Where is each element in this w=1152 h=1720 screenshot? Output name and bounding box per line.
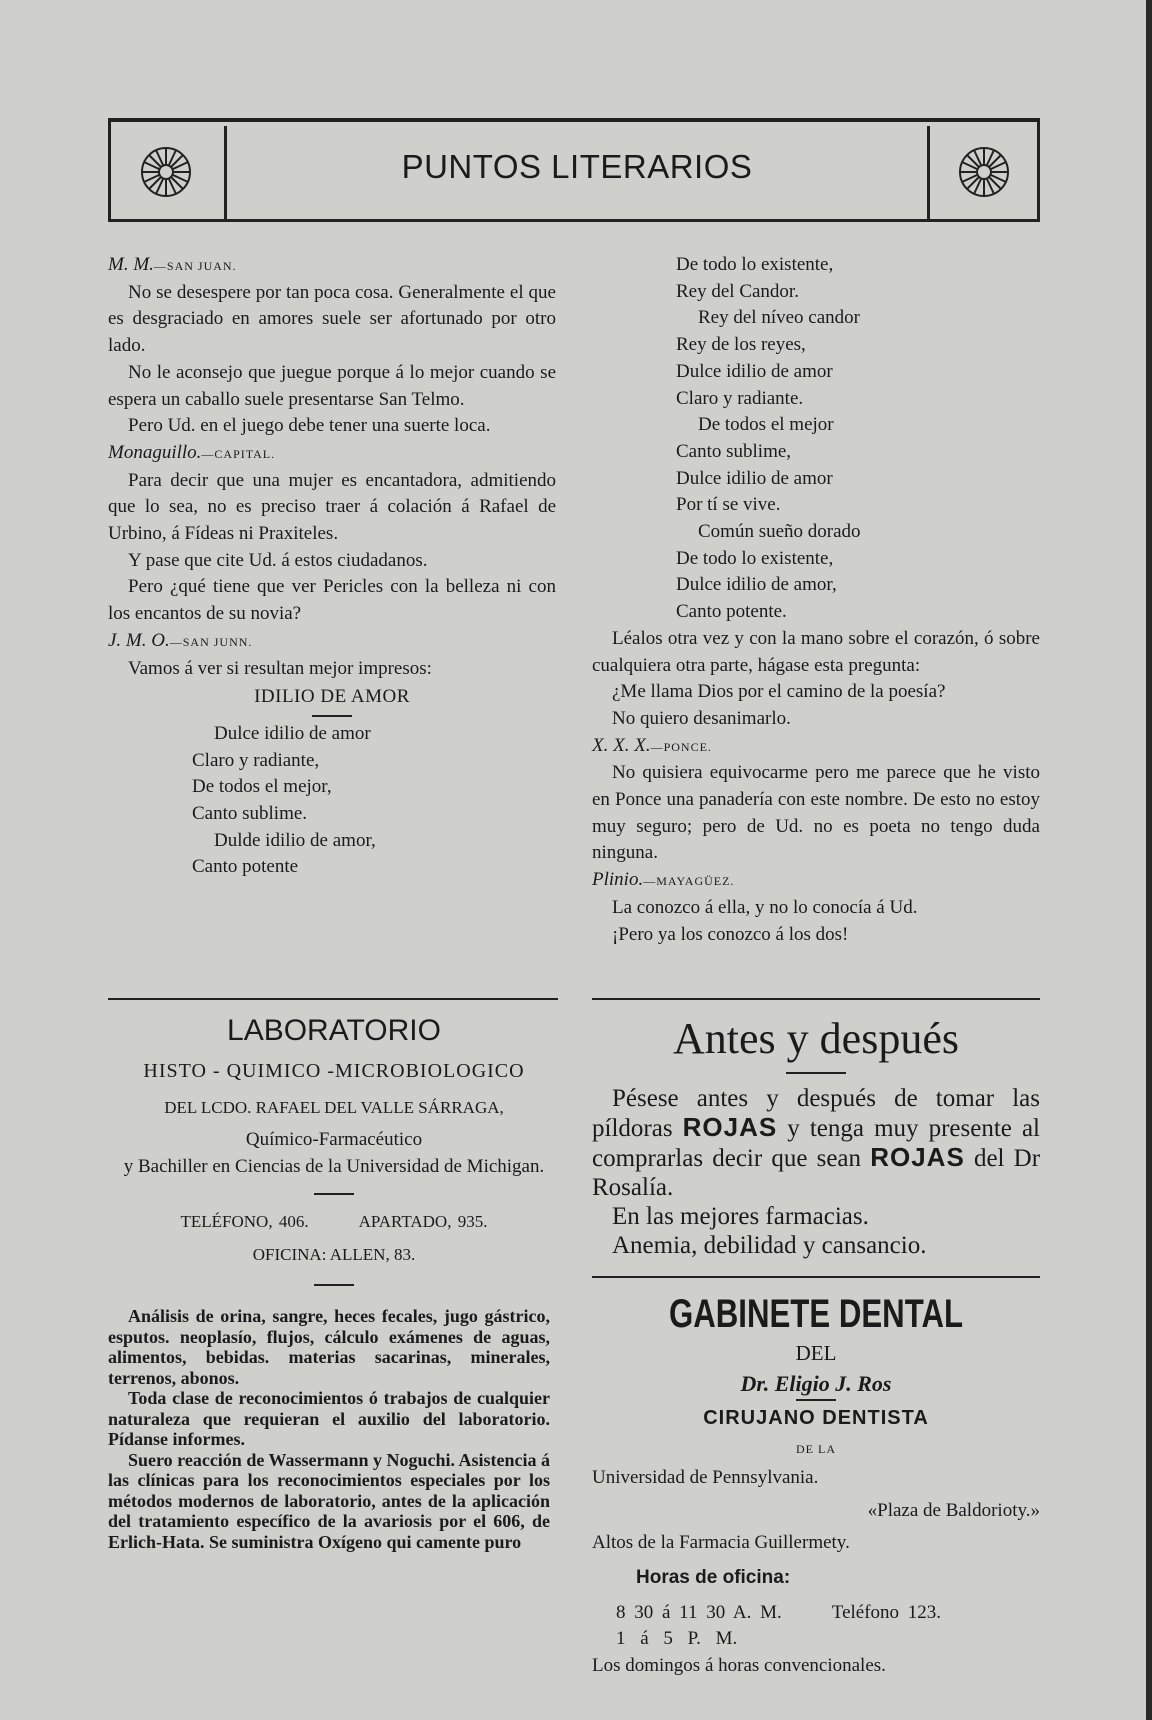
ad-phone: TELÉFONO, 406. <box>180 1211 309 1231</box>
correspondent-heading <box>108 252 556 280</box>
ad-contact-line <box>108 1209 560 1236</box>
rosette-ornament-icon <box>956 144 1012 200</box>
divider <box>314 1193 354 1195</box>
paragraph: Para decir que una mujer es encantadora, admitiendo que lo sea, no es preciso traer á colación á Rafael de Urbino, á Fídeas ni Praxiteles. <box>108 469 556 545</box>
correspondent-heading <box>108 628 556 656</box>
ad-text-part: del Dr Rosalía. <box>592 1145 1041 1201</box>
paragraph: Pero ¿qué tiene que ver Pericles con la belleza ni con los encantos de su novia? <box>108 576 556 625</box>
section-rule <box>108 998 558 1000</box>
correspondent-place: —CAPITAL. <box>201 446 276 461</box>
rosette-ornament-icon <box>138 144 194 200</box>
paragraph: No se desespere por tan poca cosa. Generalmente el que es desgraciado en amores suele ser afortunado por otro lado. <box>108 281 556 357</box>
ad-university: Universidad de Pennsylvania. <box>592 1466 819 1488</box>
header-divider-right <box>927 126 930 222</box>
ad-phone: Teléfono 123. <box>831 1601 942 1623</box>
ad-del: DEL <box>795 1341 837 1365</box>
paragraph: Pero Ud. en el juego debe tener una suerte loca. <box>128 415 491 437</box>
header-rule-top <box>108 118 1040 122</box>
ad-subtitle: HISTO - QUIMICO -MICROBIOLOGICO <box>143 1060 525 1082</box>
ad-text: En las mejores farmacias. <box>612 1203 869 1230</box>
ad-text-part: Pésese antes y después de tomar las píldoras <box>592 1085 1040 1142</box>
ad-po-box: APARTADO, 935. <box>358 1211 488 1231</box>
poem-line: Dulce idilio de amor <box>676 467 833 489</box>
ad-title: LABORATORIO <box>227 1014 441 1047</box>
correspondent-heading <box>592 733 1040 761</box>
paragraph: No le aconsejo que juegue porque á lo mejor cuando se espera un caballo suele presentarse San Telmo. <box>108 361 556 410</box>
poem-line: Por tí se vive. <box>676 494 781 516</box>
ad-owner-degree: y Bachiller en Ciencias de la Universidad de Michigan. <box>123 1156 545 1178</box>
poem <box>108 721 556 881</box>
paragraph: ¡Pero ya los conozco á los dos! <box>612 923 849 945</box>
ad-address-detail: Altos de la Farmacia Guillermety. <box>592 1532 850 1554</box>
ad-text-part: y tenga muy presente al comprarlas decir que sean <box>592 1115 1040 1172</box>
ad-owner-role: Químico-Farmacéutico <box>245 1129 423 1151</box>
dental-advertisement <box>592 1290 1040 1680</box>
product-name: ROJAS <box>682 1112 778 1142</box>
correspondent-name: M. M. <box>108 254 154 275</box>
section-rule <box>592 998 1040 1000</box>
poem-line: Rey del níveo candor <box>698 307 860 329</box>
correspondent-place: —MAYAGÜEZ. <box>643 874 735 889</box>
poem-line: De todo lo existente, <box>676 547 834 569</box>
paragraph: Toda clase de reconocimientos ó trabajos de cualquier naturaleza que requieran el auxilio del laboratorio. Pídanse informes. <box>108 1388 550 1450</box>
ad-body <box>108 1306 560 1552</box>
ad-title: Antes y después <box>673 1014 959 1063</box>
section-header <box>108 118 1040 222</box>
ad-office: OFICINA: ALLEN, 83. <box>252 1244 416 1264</box>
right-column-correspondence <box>592 252 1040 948</box>
product-name: ROJAS <box>870 1142 965 1172</box>
ad-doctor-name: Dr. Eligio J. Ros <box>740 1370 892 1396</box>
ad-address: «Plaza de Baldorioty.» <box>867 1499 1040 1521</box>
poem-line: Canto sublime. <box>192 803 308 825</box>
correspondent-place: —SAN JUAN. <box>153 259 237 273</box>
poem-line: Rey del Candor. <box>676 280 799 302</box>
poem-line: Dulce idilio de amor <box>676 360 833 382</box>
divider <box>796 1399 836 1401</box>
poem-line: Dulde idilio de amor, <box>214 829 376 851</box>
divider <box>786 1072 846 1074</box>
poem-line: Común sueño dorado <box>698 521 861 543</box>
header-rule-right <box>1037 118 1040 222</box>
paragraph: Suero reacción de Wassermann y Noguchi. Asistencia á las clínicas para los reconocimientos especiales por los métodos modernos de laboratorio, antes de la aplicación del tratamiento específico de la avariosis por el 606, de Erlich-Hata. Se suministra Oxígeno qui camente puro <box>108 1449 551 1552</box>
header-divider-left <box>224 126 227 222</box>
correspondent-place: —PONCE. <box>650 739 712 754</box>
poem-line: Dulce idilio de amor, <box>676 574 837 596</box>
ad-doctor-role: CIRUJANO DENTISTA <box>703 1407 929 1430</box>
header-rule-bottom <box>108 219 1040 222</box>
correspondent-name: Plinio. <box>592 869 644 891</box>
ad-hours-morning: 8 30 á 11 30 A. M. <box>616 1601 782 1623</box>
ad-text: Anemia, debilidad y cansancio. <box>612 1232 927 1259</box>
poem-line: De todos el mejor, <box>192 776 332 798</box>
poem <box>592 252 1040 626</box>
paragraph: Y pase que cite Ud. á estos ciudadanos. <box>128 549 428 571</box>
divider <box>314 1284 354 1286</box>
paragraph: ¿Me llama Dios por el camino de la poesía? <box>612 681 946 703</box>
poem-line: Canto sublime, <box>676 440 792 462</box>
poem-line: De todo lo existente, <box>676 254 834 275</box>
paragraph: No quiero desanimarlo. <box>612 707 791 729</box>
laboratory-advertisement <box>108 1010 560 1552</box>
pills-advertisement <box>592 1010 1040 1260</box>
paragraph: No quisiera equivocarme pero me parece que he visto en Ponce una panadería con este nombre. De esto no estoy muy seguro; pero de Ud. no es poeta no tengo duda ninguna. <box>592 762 1040 864</box>
paragraph: La conozco á ella, y no lo conocía á Ud. <box>612 896 918 918</box>
paragraph: Léalos otra vez y con la mano sobre el corazón, ó sobre cualquiera otra parte, hágase esta pregunta: <box>592 627 1040 676</box>
correspondent-heading <box>108 440 556 468</box>
ad-hours-afternoon: 1 á 5 P. M. <box>616 1628 738 1650</box>
paragraph: Análisis de orina, sangre, heces fecales, jugo gástrico, esputos. neoplasío, flujos, cálculo exámenes de aguas, alimentos, bebidas. materias sacarinas, minerales, terrenos, abonos. <box>108 1306 550 1388</box>
ad-de-la: DE LA <box>796 1442 836 1457</box>
header-rule-left <box>108 118 111 222</box>
correspondent-name: J. M. O. <box>108 629 170 651</box>
ad-title: GABINETE DENTAL <box>668 1292 964 1336</box>
correspondent-name: X. X. X. <box>592 734 651 756</box>
section-title: PUNTOS LITERARIOS <box>401 148 753 185</box>
ad-hours-line <box>592 1600 1040 1627</box>
poem-line: Rey de los reyes, <box>676 334 806 356</box>
poem-line: Canto potente. <box>676 601 787 623</box>
poem-line: Canto potente <box>192 856 299 878</box>
correspondent-heading <box>592 867 1040 895</box>
paragraph: Vamos á ver si resultan mejor impresos: <box>128 657 432 679</box>
poem-line: Dulce idilio de amor <box>214 722 371 744</box>
left-column-correspondence <box>108 252 556 881</box>
page-edge <box>1146 0 1152 1720</box>
poem-title: IDILIO DE AMOR <box>254 686 410 708</box>
ad-text <box>592 1084 1040 1202</box>
poem-line: Claro y radiante, <box>192 749 320 771</box>
poem-line: Claro y radiante. <box>676 387 804 409</box>
section-rule <box>592 1276 1040 1278</box>
ad-sundays: Los domingos á horas convencionales. <box>592 1655 886 1677</box>
ad-owner: DEL LCDO. RAFAEL DEL VALLE SÁRRAGA, <box>164 1097 504 1117</box>
correspondent-place: —SAN JUNN. <box>169 634 253 649</box>
divider <box>312 715 352 717</box>
ad-hours-label: Horas de oficina: <box>636 1566 791 1588</box>
poem-line: De todos el mejor <box>698 414 834 436</box>
correspondent-name: Monaguillo. <box>108 441 202 463</box>
